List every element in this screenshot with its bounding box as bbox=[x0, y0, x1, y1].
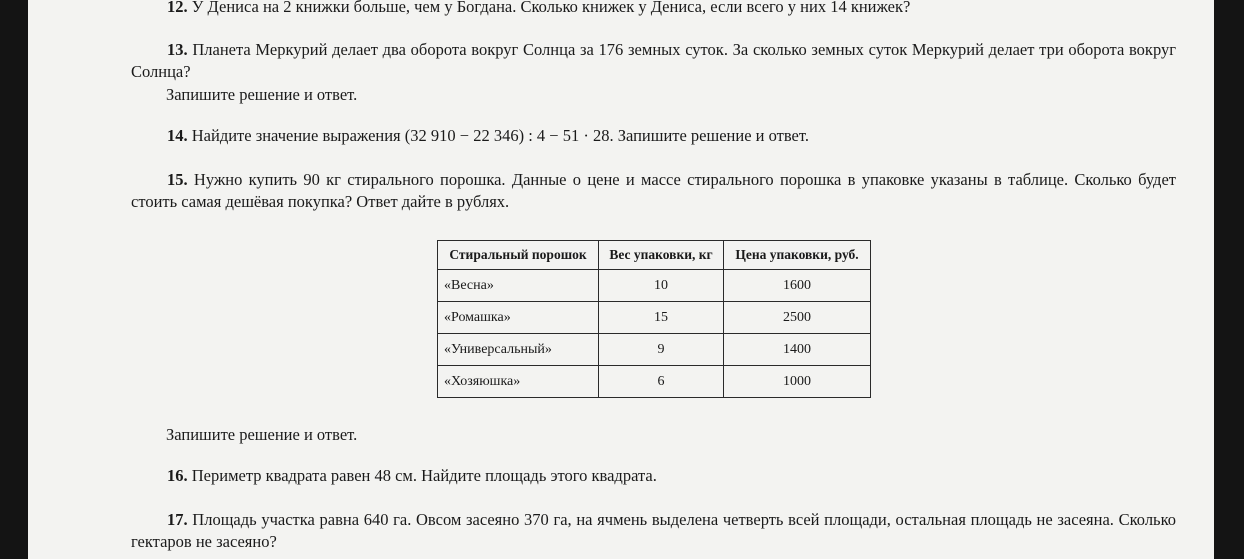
problem-text: Нужно купить 90 кг стирального порошка. Данные о цене и массе стирального порошка в упаковке указаны в таблице. Сколько будет стоить самая дешёвая покупка? Ответ дайте в рублях. bbox=[131, 170, 1176, 211]
problem-number: 15. bbox=[167, 170, 188, 189]
table-row bbox=[438, 270, 871, 302]
package-price: 1000 bbox=[724, 366, 871, 398]
package-weight: 15 bbox=[599, 302, 724, 334]
column-header: Цена упаковки, руб. bbox=[724, 241, 871, 270]
problem-17 bbox=[131, 509, 1176, 553]
package-weight: 10 bbox=[599, 270, 724, 302]
dark-right-margin bbox=[1214, 0, 1244, 559]
product-name: «Универсальный» bbox=[438, 334, 599, 366]
solution-instruction: Запишите решение и ответ. bbox=[166, 85, 358, 104]
package-price: 1600 bbox=[724, 270, 871, 302]
problem-number: 17. bbox=[167, 510, 188, 529]
package-price: 1400 bbox=[724, 334, 871, 366]
package-weight: 6 bbox=[599, 366, 724, 398]
problem-15 bbox=[131, 169, 1176, 213]
problem-text: Планета Меркурий делает два оборота вокруг Солнца за 176 земных суток. За сколько земных суток Меркурий делает три оборота вокруг Солнца? bbox=[131, 40, 1176, 81]
product-name: «Хозяюшка» bbox=[438, 366, 599, 398]
problem-14 bbox=[131, 125, 1176, 147]
problem-13 bbox=[131, 39, 1176, 83]
table-row bbox=[438, 366, 871, 398]
table-row bbox=[438, 302, 871, 334]
problem-16 bbox=[131, 465, 1176, 487]
problem-number: 16. bbox=[167, 466, 188, 485]
table-row bbox=[438, 334, 871, 366]
package-price: 2500 bbox=[724, 302, 871, 334]
problem-12 bbox=[131, 0, 1176, 18]
product-name: «Ромашка» bbox=[438, 302, 599, 334]
problem-text: Периметр квадрата равен 48 см. Найдите площадь этого квадрата. bbox=[187, 466, 657, 485]
problem-text: Площадь участка равна 640 га. Овсом засеяно 370 га, на ячмень выделена четверть всей площади, остальная площадь не засеяна. Сколько гектаров не засеяно? bbox=[131, 510, 1176, 551]
column-header: Стиральный порошок bbox=[438, 241, 599, 270]
product-name: «Весна» bbox=[438, 270, 599, 302]
package-weight: 9 bbox=[599, 334, 724, 366]
detergent-table bbox=[437, 240, 871, 398]
problem-text: У Дениса на 2 книжки больше, чем у Богдана. Сколько книжек у Дениса, если всего у них 14 книжек? bbox=[187, 0, 911, 16]
dark-left-margin bbox=[0, 0, 28, 559]
table-header-row bbox=[438, 241, 871, 270]
problem-number: 13. bbox=[167, 40, 188, 59]
problem-number: 14. bbox=[167, 126, 188, 145]
problem-text: Найдите значение выражения (32 910 − 22 346) : 4 − 51 · 28. Запишите решение и ответ. bbox=[187, 126, 809, 145]
column-header: Вес упаковки, кг bbox=[599, 241, 724, 270]
problem-number: 12. bbox=[167, 0, 188, 16]
solution-instruction: Запишите решение и ответ. bbox=[166, 425, 358, 444]
